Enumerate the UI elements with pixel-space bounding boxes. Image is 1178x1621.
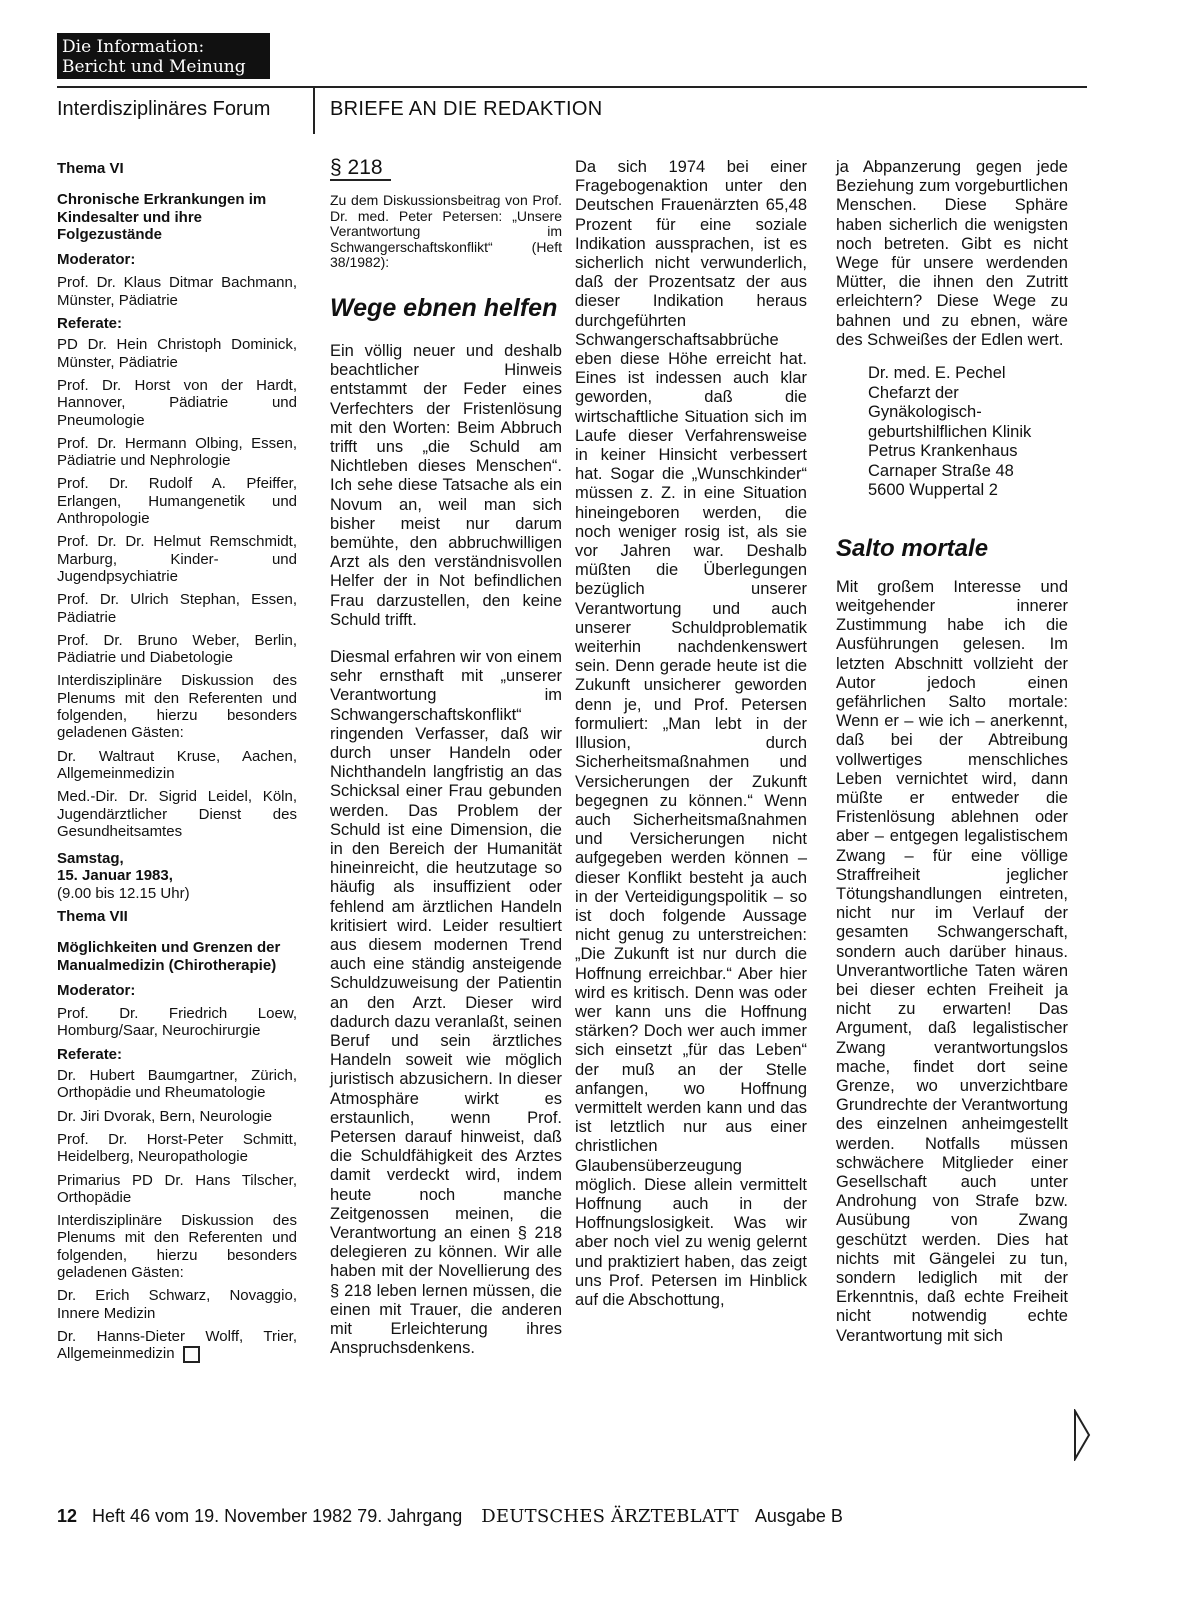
letter-headline: Salto mortale <box>836 534 989 562</box>
referent-entry: Prof. Dr. Rudolf A. Pfeiffer, Erlangen, Humangenetik und Anthropologie <box>57 475 297 528</box>
referent-entry: Prof. Dr. Horst-Peter Schmitt, Heidelberg, Neuropathologie <box>57 1130 297 1166</box>
referent-entry: PD Dr. Hein Christoph Dominick, Münster, Pädiatrie <box>57 336 297 371</box>
signature-line: Gynäkologisch- <box>868 403 982 422</box>
rubric-line-1: Die Information: <box>62 37 205 57</box>
referate-label: Referate: <box>57 315 123 333</box>
letter-paragraph: Ein völlig neuer und deshalb beachtlicher Hinweis entstammt der Feder eines Verfechters der Fristenlösung mit den Worten: Beim Abbruch trifft uns „die Schuld am Nichtleben dieses Menschen“. Ich sehe diese Tatsache als ein Novum an, weil man sich bisher meist nur darum bemühte, den abbruchwilligen Arzt als den verständnisvollen Helfer der in Not befindlichen Frau darzustellen, den keine Schuld trifft. <box>330 341 562 629</box>
session-time: (9.00 bis 12.15 Uhr) <box>57 884 190 902</box>
signature-line: Carnaper Straße 48 <box>868 461 1014 480</box>
moderator-label: Moderator: <box>57 251 136 269</box>
referent-entry: Dr. Hubert Baumgartner, Zürich, Orthopädie und Rheumatologie <box>57 1067 297 1102</box>
letter-signature <box>836 364 1068 501</box>
referent-entry: Prof. Dr. Ulrich Stephan, Essen, Pädiatrie <box>57 591 297 626</box>
letter-paragraph: Da sich 1974 bei einer Fragebogenaktion unter den Deutschen Frauenärzten 65,48 Prozent für eine soziale Indikation aussprachen, ist es sicherlich nicht verwunderlich, daß der Prozentsatz der aus dieser Indikation heraus durchgeführten Schwangerschaftsabbrüche eben diese Höhe erreicht hat. Eines ist indessen auch klar geworden, daß die wirtschaftliche Situation sich im Laufe dieser Verfahrensweise in keiner Hinsicht verbessert hat. Sogar die „Wunschkinder“ müssen z. Z. in eine Situation hineingeboren werden, die noch weniger rosig ist, als sie vor Jahren war. Deshalb müßten die Überlegungen bezüglich unserer Verantwortung und auch unserer Schuldproblematik weiterhin nachdenkenswert sein. Denn gerade heute ist die Zukunft unsicherer geworden denn je, und Prof. Petersen formuliert: „Man lebt in der Illusion, durch Sicherheitsmaßnahmen und Versicherungen der Zukunft begegnen zu können.“ Wenn auch Sicherheitsmaßnahmen und Versicherungen nicht aufgegeben werden können – dieser Konflikt besteht ja auch in der Verteidigungspolitik – so ist doch folgende Aussage nicht genug zu unterstreichen: „Die Zukunft ist nur durch die Hoffnung erreichbar.“ Aber hier wird es kritisch. Denn was oder wer kann uns die Hoffnung stärken? Doch wer auch immer sich einsetzt „für das Leben“ der muß an der Stelle anfangen, wo Hoffnung vermittelt werden kann und das ist letztlich nur aus einer christlichen Glaubensüberzeugung möglich. Diese allein vermittelt Hoffnung auch in der Hoffnungslosigkeit. Was wir aber noch viel zu wenig gelernt und praktiziert haben, das zeigt uns Prof. Petersen im Hinblick auf die Abschottung, <box>575 158 807 1309</box>
letter-paragraph: Mit großem Interesse und weitgehender innerer Zustimmung habe ich die Ausführungen gelesen. Im letzten Abschnitt vollzieht der Autor jedoch einen gefährlichen Salto mortale: Wenn er – wie ich – anerkennt, daß bei der Abtreibung vollwertiges menschliches Leben vernichtet wird, dann müßte er entweder die Fristenlösung ablehnen oder aber – entgegen legalistischem Zwang – für eine völlige Straffreiheit jeglicher Tötungshandlungen eintreten, nicht nur im Verlauf der gesamten Schwangerschaft, sondern auch darüber hinaus. Unverantwortliche Taten wären bei dieser echten Freiheit ja nicht zu erwarten! Das Argument, daß legalistischer Zwang verantwortungslos mache, findet dort seine Grenze, wo unverzichtbare Grundrechte der Verantwortung des einzelnen anheimgestellt werden. Notfalls müssen schwächere Mitglieder einer Gesellschaft auch unter Androhung von Strafe bzw. Ausübung von Zwang geschützt werden. Dies hat nichts mit Gängelei zu tun, sondern lediglich mit der Erkenntnis, daß echte Freiheit nicht notwendig echte Verantwortung mit sich <box>836 577 1068 1345</box>
continue-arrow-icon <box>1072 1409 1092 1461</box>
discussion-entry: Interdisziplinäre Diskussion des Plenums mit den Referenten und folgenden, hierzu besonders geladenen Gästen: <box>57 672 297 742</box>
thema-7-label: Thema VII <box>57 907 128 925</box>
guest-entry: Dr. Erich Schwarz, Novaggio, Innere Medizin <box>57 1287 297 1322</box>
signature-line: Chefarzt der <box>868 383 959 402</box>
letter-paragraph-continued: ja Abpanzerung gegen jede Beziehung zum vorgeburtlichen Menschen. Diese Sphäre haben sicherlich die wenigsten noch betreten. Gibt es nicht Wege für unsere werdenden Mütter, die ihnen den Zutritt erleichtern? Diese Wege zu bahnen und zu ebnen, wäre des Schweißes der Edlen wert. <box>836 158 1068 349</box>
letter-headline: Wege ebnen helfen <box>330 293 558 322</box>
thema-6-label: Thema VI <box>57 160 124 177</box>
referent-entry: Primarius PD Dr. Hans Tilscher, Orthopädie <box>57 1171 297 1206</box>
end-of-article-box-icon <box>183 1346 200 1363</box>
signature-line: Dr. med. E. Pechel <box>868 364 1006 383</box>
guest-entry: Med.-Dir. Dr. Sigrid Leidel, Köln, Jugendärztlicher Dienst des Gesundheitsamtes <box>57 788 297 840</box>
referent-entry: Prof. Dr. Horst von der Hardt, Hannover, Pädiatrie und Pneumologie <box>57 376 297 429</box>
moderator-entry: Prof. Dr. Friedrich Loew, Homburg/Saar, Neurochirurgie <box>57 1005 297 1040</box>
magazine-name: DEUTSCHES ÄRZTEBLATT <box>481 1506 739 1527</box>
thema-7-title: Möglichkeiten und Grenzen der Manualmedizin (Chirotherapie) <box>57 939 281 974</box>
rubric-line-2: Bericht und Meinung <box>62 57 246 77</box>
letters-column-2 <box>575 158 807 1310</box>
issue-info: Heft 46 vom 19. November 1982 79. Jahrgang <box>92 1506 463 1526</box>
edition-label: Ausgabe B <box>754 1506 843 1526</box>
referent-entry: Prof. Dr. Dr. Helmut Remschmidt, Marburg, Kinder- und Jugendpsychiatrie <box>57 533 297 585</box>
section-title-letters: BRIEFE AN DIE REDAKTION <box>330 98 603 120</box>
guest-entry: Dr. Waltraut Kruse, Aachen, Allgemeinmedizin <box>57 747 297 782</box>
moderator-label: Moderator: <box>57 981 136 999</box>
programme-column <box>57 160 297 1363</box>
page-footer <box>57 1506 843 1527</box>
section-divider <box>313 88 315 134</box>
signature-line: geburtshilflichen Klinik <box>868 422 1032 441</box>
moderator-entry: Prof. Dr. Klaus Ditmar Bachmann, Münster, Pädiatrie <box>57 274 297 309</box>
page-number: 12 <box>57 1506 78 1526</box>
referate-label: Referate: <box>57 1045 123 1063</box>
letters-column-1 <box>330 158 562 1358</box>
guest-entry: Dr. Hanns-Dieter Wolff, Trier, Allgemeinmedizin <box>57 1327 297 1363</box>
top-rule <box>57 86 1087 88</box>
discussion-entry: Interdisziplinäre Diskussion des Plenums mit den Referenten und folgenden, hierzu besonders geladenen Gästen: <box>57 1212 297 1282</box>
session-date: Samstag, 15. Januar 1983, <box>57 850 173 885</box>
referent-entry: Dr. Jiri Dvorak, Bern, Neurologie <box>57 1107 273 1125</box>
signature-line: 5600 Wuppertal 2 <box>868 481 998 500</box>
thema-6-title: Chronische Erkrankungen im Kindesalter und ihre Folgezustände <box>57 191 267 243</box>
section-mark: § 218 <box>330 158 391 181</box>
referent-entry: Prof. Dr. Bruno Weber, Berlin, Pädiatrie und Diabetologie <box>57 631 297 667</box>
section-title-forum: Interdisziplinäres Forum <box>57 98 271 120</box>
letters-column-3 <box>836 158 1068 1346</box>
letter-intro: Zu dem Diskussionsbeitrag von Prof. Dr. med. Peter Petersen: „Unsere Verantwortung im Schwangerschaftskonflikt“ (Heft 38/1982): <box>330 192 562 271</box>
referent-entry: Prof. Dr. Hermann Olbing, Essen, Pädiatrie und Nephrologie <box>57 434 297 470</box>
signature-line: Petrus Krankenhaus <box>868 442 1018 461</box>
letter-paragraph: Diesmal erfahren wir von einem sehr ernsthaft mit „unserer Verantwortung im Schwangerschaftskonflikt“ ringenden Verfasser, daß wir durch unser Handeln oder Nichthandeln langfristig an das Schicksal einer Frau gebunden werden. Das Problem der Schuld ist eine Dimension, die in den Bereich der Humanität hineinreicht, die heutzutage so häufig als insuffizient oder fehlend am ärztlichen Handeln kritisiert wird. Leider resultiert aus diesem modernen Trend auch eine ständig ansteigende Schuldzuweisung der Patientin an den Arzt. Dieser wird dadurch dazu veranlaßt, seinen Beruf und sein ärztliches Handeln soweit wie möglich juristisch abzusichern. In dieser Atmosphäre wirkt es erstaunlich, wenn Prof. Petersen darauf hinweist, daß die Schuldfähigkeit des Arztes damit verdeckt wird, indem heute noch manche Zeitgenossen meinen, die Verantwortung an einen § 218 delegieren zu können. Wir alle haben mit der Novellierung des § 218 leben lernen müssen, die einen mit Trauer, die anderen mit Erleichterung ihres Anspruchsdenkens. <box>330 647 563 1358</box>
rubric-box <box>57 33 270 79</box>
